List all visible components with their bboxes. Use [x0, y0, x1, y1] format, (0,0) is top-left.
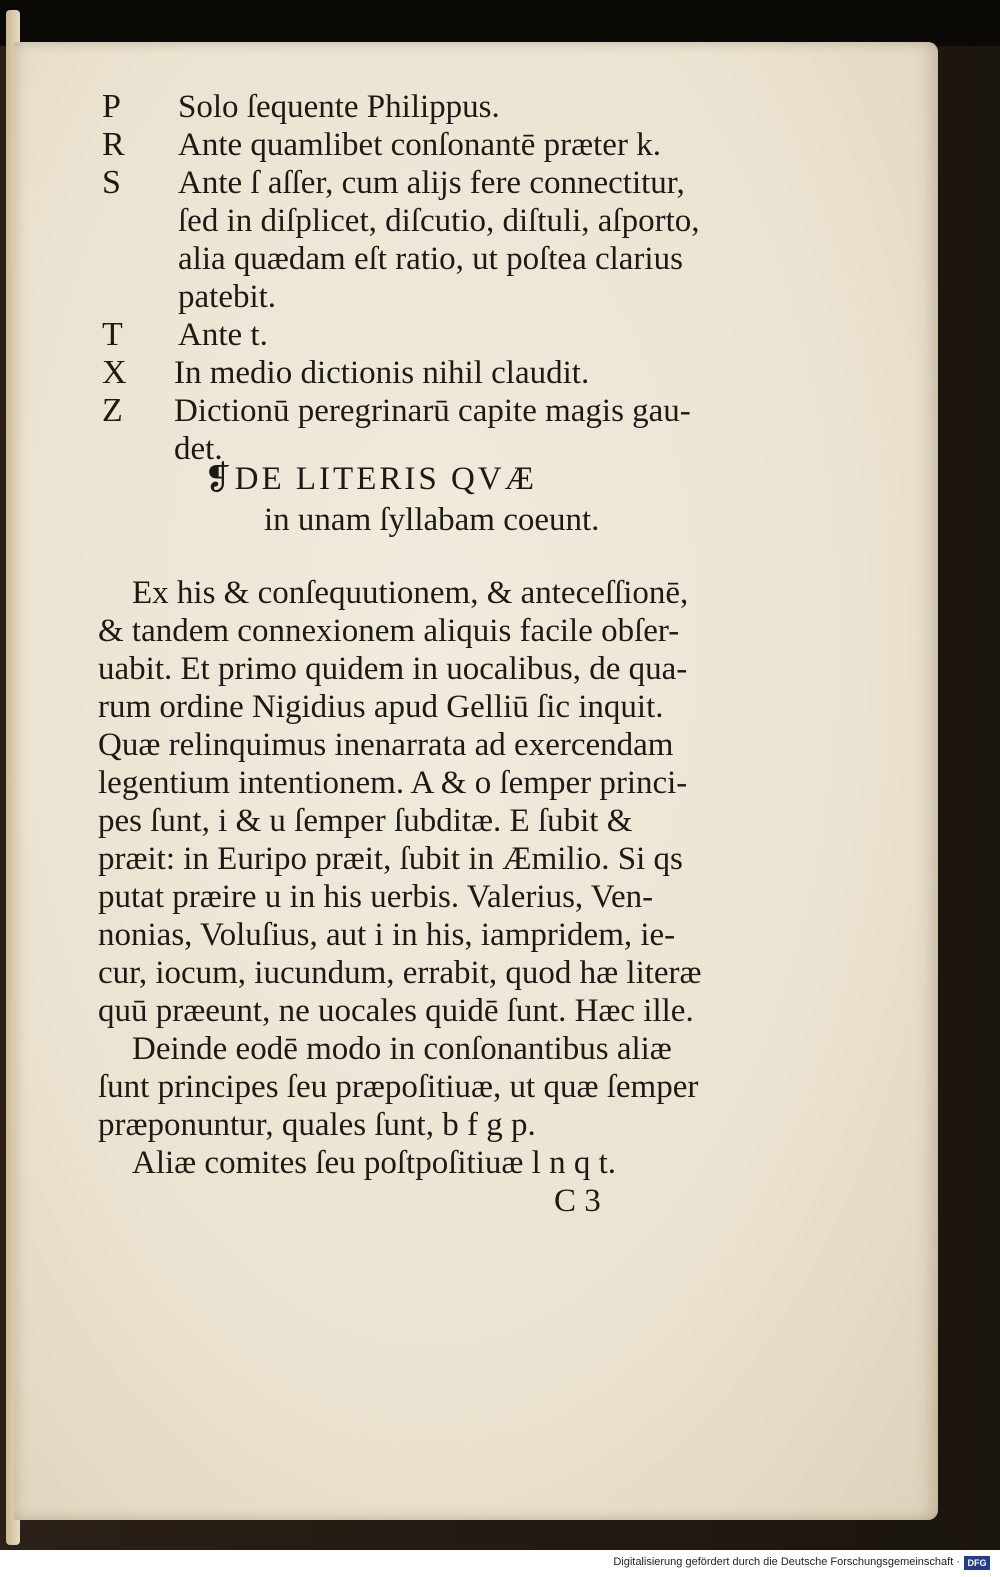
glossary-text: ſed in diſplicet, diſcutio, diſtuli, aſporto, — [178, 203, 700, 239]
glossary-text: Ante quamlibet conſonantē præter k. — [178, 127, 661, 163]
footer-bar — [0, 1550, 1000, 1577]
glossary-text: Ante ſ aſſer, cum alĳs fere connectitur, — [178, 165, 685, 201]
body-line: quū præeunt, ne uocales quidē ſunt. Hæc ille. — [98, 993, 694, 1029]
glossary-letter: T — [102, 316, 123, 353]
book-page — [14, 42, 938, 1520]
body-line: pes ſunt, i & u ſemper ſubditæ. E ſubit & — [98, 803, 633, 839]
dfg-logo: DFG — [964, 1556, 990, 1570]
body-line: nonias, Voluſius, aut i in his, iampridem, ie- — [98, 917, 676, 953]
glossary-text: Ante t. — [178, 317, 268, 353]
body-line: legentium intentionem. A & o ſemper princi- — [98, 765, 688, 801]
body-line: Deinde eodē modo in conſonantibus aliæ — [132, 1031, 672, 1067]
body-line: Ex his & conſequutionem, & anteceſſionē, — [132, 575, 689, 611]
glossary-letter: R — [102, 126, 125, 163]
glossary-text: patebit. — [178, 279, 277, 315]
glossary-letter: X — [102, 354, 127, 391]
glossary-letter: P — [102, 88, 121, 125]
glossary-letter: S — [102, 164, 121, 201]
body-line: ſunt principes ſeu præpoſitiuæ, ut quæ ſemper — [98, 1069, 699, 1105]
body-line: rum ordine Nigidius apud Gelliū ſic inquit. — [98, 689, 664, 725]
body-line: præponuntur, quales ſunt, b f g p. — [98, 1107, 536, 1143]
body-line: uabit. Et primo quidem in uocalibus, de qua- — [98, 651, 688, 687]
body-line: præit: in Euripo præit, ſubit in Æmilio. Si qs — [98, 841, 683, 877]
funding-note: Digitalisierung gefördert durch die Deutsche Forschungsgemeinschaft · — [613, 1556, 960, 1568]
body-line: cur, iocum, iucundum, errabit, quod hæ literæ — [98, 955, 702, 991]
glossary-text: In medio dictionis nihil claudit. — [174, 355, 590, 391]
glossary-text: Dictionū peregrinarū capite magis gau- — [174, 393, 691, 429]
glossary-text: det. — [174, 431, 223, 467]
section-heading: ❡DE LITERIS QVÆ — [204, 461, 537, 497]
body-line: Quæ relinquimus inenarrata ad exercendam — [98, 727, 674, 763]
section-subheading: in unam ſyllabam coeunt. — [264, 502, 600, 538]
scan-top-band — [0, 0, 1000, 46]
body-line: & tandem connexionem aliquis facile obſer- — [98, 613, 680, 649]
glossary-letter: Z — [102, 392, 123, 429]
glossary-text: alia quædam eſt ratio, ut poſtea clarius — [178, 241, 683, 277]
body-line: Aliæ comites ſeu poſtpoſitiuæ l n q t. — [132, 1145, 616, 1181]
body-line: putat præire u in his uerbis. Valerius, Ven- — [98, 879, 654, 915]
glossary-text: Solo ſequente Philippus. — [178, 89, 500, 125]
signature-mark: C 3 — [554, 1183, 601, 1219]
